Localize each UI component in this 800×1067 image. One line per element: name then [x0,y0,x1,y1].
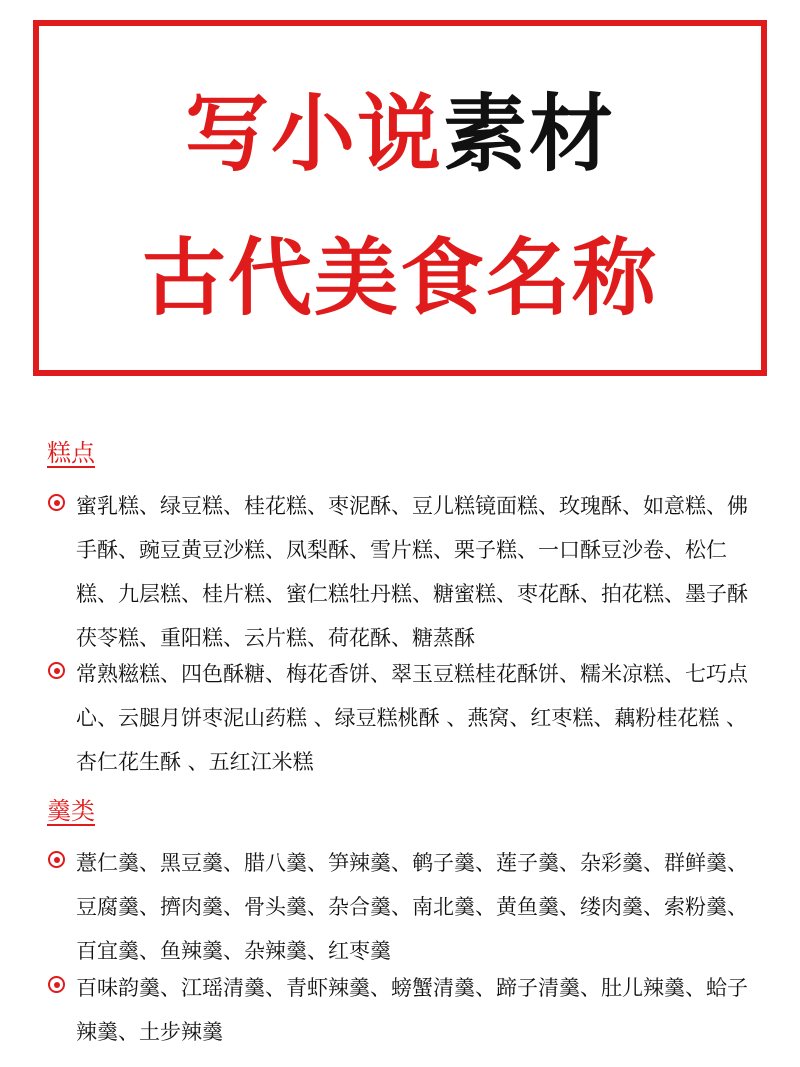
list-item [48,966,760,1054]
list-item-text: 常熟糍糕、四色酥糖、梅花香饼、翠玉豆糕桂花酥饼、糯米凉糕、七巧点心、云腿月饼枣泥山药糕 、绿豆糕桃酥 、燕窝、红枣糕、藕粉桂花糕 、杏仁花生酥 、五红江米糕 [76,662,748,774]
list-item-text: 蜜乳糕、绿豆糕、桂花糕、枣泥酥、豆儿糕镜面糕、玫瑰酥、如意糕、佛手酥、豌豆黄豆沙糕、凤梨酥、雪片糕、栗子糕、一口酥豆沙卷、松仁糕、九层糕、桂片糕、蜜仁糕牡丹糕、糖蜜糕、枣花酥、拍花糕、墨子酥茯苓糕、重阳糕、云片糕、荷花酥、糖蒸酥 [76,494,748,650]
list-item-text: 薏仁羹、黑豆羹、腊八羹、笋辣羹、鹌子羹、莲子羹、杂彩羹、群鲜羹、豆腐羹、擠肉羹、骨头羹、杂合羹、南北羹、黄鱼羹、缕肉羹、索粉羹、百宜羹、鱼辣羹、杂辣羹、红枣羹 [76,851,748,963]
radio-bullet-icon [48,851,65,868]
list-item [48,484,760,660]
title-red-part: 写小说 [184,85,443,183]
section-title-soups: 羹类 [47,797,95,825]
page-subtitle: 古代美食名称 [141,229,658,327]
list-item [48,652,760,784]
title-black-part: 素材 [443,85,616,183]
list-item-text: 百味韵羹、江瑶清羹、青虾辣羹、螃蟹清羹、蹄子清羹、肚儿辣羹、蛤子辣羹、土步辣羹 [76,976,748,1044]
page-title [39,84,761,184]
section-title-pastries: 糕点 [47,439,95,467]
radio-bullet-icon [48,976,65,993]
radio-bullet-icon [48,662,65,679]
title-banner [33,20,767,376]
list-item [48,841,760,973]
radio-bullet-icon [48,494,65,511]
